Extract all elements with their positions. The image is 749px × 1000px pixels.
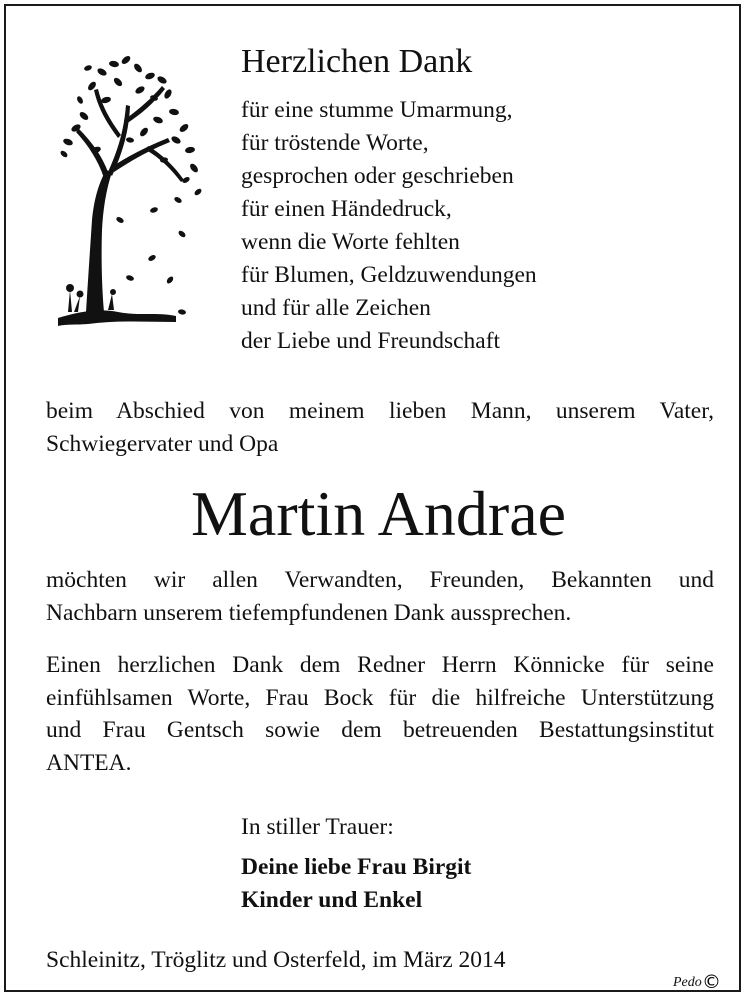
- special-thanks-line: Einen herzlichen Dank dem Redner Herrn Könnicke für seine: [46, 652, 714, 678]
- special-thanks-paragraph: [46, 649, 714, 779]
- poem-line: für tröstende Worte,: [241, 130, 429, 156]
- special-thanks-line: und Frau Gentsch sowie dem betreuenden Bestattungsinstitut: [46, 717, 714, 743]
- poem: [241, 94, 537, 358]
- poem-line: und für alle Zeichen: [241, 295, 431, 321]
- poem-line: der Liebe und Freundschaft: [241, 328, 501, 354]
- copyright-icon: ©: [702, 971, 721, 993]
- poem-line: für Blumen, Geldzuwendungen: [241, 262, 537, 288]
- thanks-line: Nachbarn unserem tiefempfundenen Dank aussprechen.: [46, 599, 572, 626]
- poem-line: für eine stumme Umarmung,: [241, 97, 513, 123]
- poem-line: für einen Händedruck,: [241, 196, 452, 222]
- mourning-label: In stiller Trauer:: [241, 814, 394, 840]
- farewell-line: Schwiegervater und Opa: [46, 430, 279, 457]
- special-thanks-line: einfühlsamen Worte, Frau Bock für die hilfreiche Unterstützung: [46, 684, 714, 711]
- tree-with-falling-leaves-icon: [58, 50, 208, 340]
- mourner-line: Kinder und Enkel: [241, 887, 423, 913]
- farewell-line: beim Abschied von meinem lieben Mann, unserem Vater,: [46, 398, 714, 424]
- poem-line: gesprochen oder geschrieben: [241, 163, 514, 189]
- mourner-line: Deine liebe Frau Birgit: [241, 854, 472, 880]
- notice-frame: [4, 4, 741, 992]
- place-date: Schleinitz, Tröglitz und Osterfeld, im März 2014: [46, 947, 506, 973]
- thanks-paragraph: [46, 564, 714, 629]
- heading: Herzlichen Dank: [241, 43, 473, 80]
- signature: Pedo: [673, 975, 702, 990]
- deceased-name: Martin Andrae: [191, 478, 566, 549]
- thanks-line: möchten wir allen Verwandten, Freunden, Bekannten und: [46, 567, 714, 593]
- special-thanks-line: ANTEA.: [46, 749, 132, 776]
- poem-line: wenn die Worte fehlten: [241, 229, 460, 255]
- farewell-paragraph: [46, 395, 714, 460]
